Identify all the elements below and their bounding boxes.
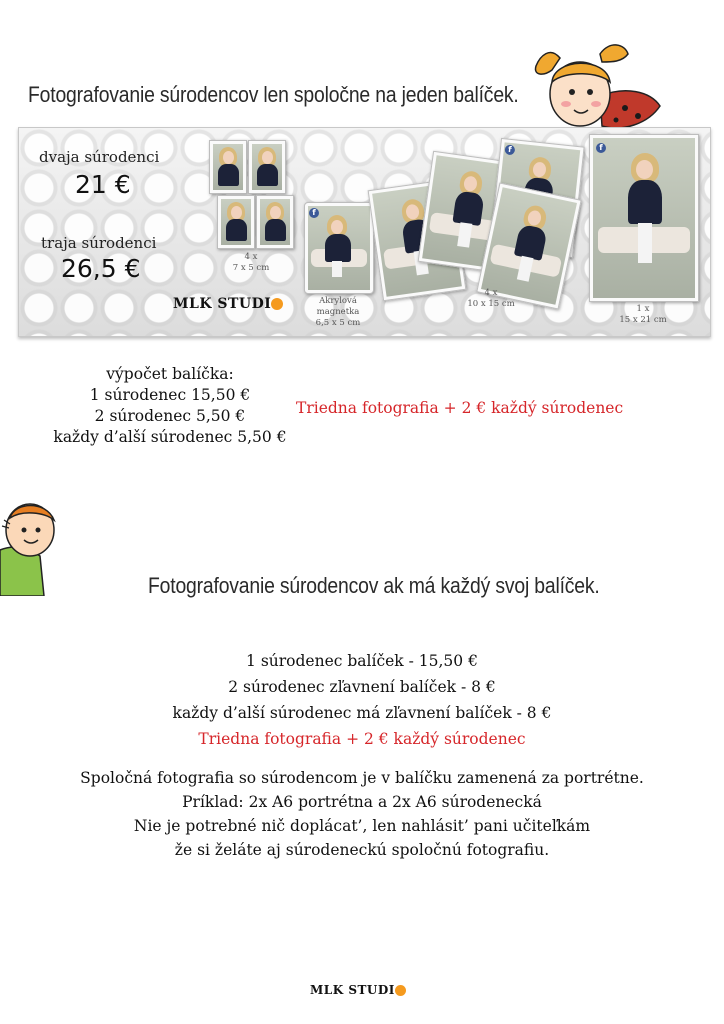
individual-line-3: každy d’alší súrodenec má zľavnení balíček - 8 € <box>172 704 552 722</box>
calculation-heading: výpočet balíčka: <box>106 365 234 383</box>
calculation-line-1: 1 súrodenec 15,50 € <box>89 386 251 404</box>
magnet-caption-line2: magnetka <box>316 307 360 317</box>
small-photos-caption <box>215 252 287 274</box>
small-photos-count: 4 x <box>244 252 258 262</box>
small-photo-3 <box>217 195 255 249</box>
explanation-line-4: že si želáte aj súrodeneckú spoločnú fotografiu. <box>174 841 550 859</box>
class-photo-note-2: Triedna fotografia + 2 € každý súrodenec <box>198 730 526 748</box>
boy-cartoon-illustration <box>0 500 62 596</box>
mid-photos-size: 10 x 15 cm <box>467 299 515 309</box>
individual-line-2: 2 súrodenec zľavnení balíček - 8 € <box>228 678 496 696</box>
magnet-caption-size: 6,5 x 5 cm <box>315 318 361 328</box>
girl-cartoon-illustration <box>530 36 665 136</box>
large-photo <box>589 134 699 302</box>
logo-orange-o-icon <box>271 298 283 310</box>
magnet-caption <box>301 296 375 329</box>
individual-line-1: 1 súrodenec balíček - 15,50 € <box>246 652 478 670</box>
small-photos-size: 7 x 5 cm <box>232 263 270 273</box>
joint-photo-explanation <box>0 766 724 862</box>
banner-logo-text: MLK STUDI <box>173 296 272 312</box>
section2-title: Fotografovanie súrodencov ak má každý svoj balíček. <box>148 573 600 598</box>
two-siblings-price: 21 € <box>75 170 131 199</box>
three-siblings-label: traja súrodenci <box>41 234 157 252</box>
explanation-line-2: Príklad: 2x A6 portrétna a 2x A6 súrodenecká <box>182 793 542 811</box>
footer-logo-text: MLK STUDI <box>310 983 395 997</box>
explanation-line-3: Nie je potrebné nič doplácat’, len nahlásit’ pani učiteľkám <box>133 817 591 835</box>
acrylic-magnet-photo <box>304 202 374 294</box>
small-photo-1 <box>209 140 247 194</box>
calculation-line-2: 2 súrodenec 5,50 € <box>94 407 246 425</box>
three-siblings-price: 26,5 € <box>61 254 141 283</box>
two-siblings-label: dvaja súrodenci <box>39 148 160 166</box>
facebook-icon: f <box>309 208 319 218</box>
mid-photos-count: 4 x <box>484 288 498 298</box>
section1-title: Fotografovanie súrodencov len spoločne na jeden balíček. <box>28 82 519 107</box>
facebook-icon: f <box>504 144 515 155</box>
large-photo-count: 1 x <box>636 304 650 314</box>
large-photo-size: 15 x 21 cm <box>619 315 667 325</box>
class-photo-note-1: Triedna fotografia + 2 € každý súrodenec <box>296 399 624 417</box>
explanation-line-1: Spoločná fotografia so súrodencom je v balíčku zamenená za portrétne. <box>80 769 644 787</box>
magnet-caption-line1: Akrylová <box>319 296 357 306</box>
package-calculation <box>22 364 318 448</box>
footer-logo <box>310 983 406 997</box>
calculation-line-3: každy d’alší súrodenec 5,50 € <box>53 428 287 446</box>
banner-logo <box>173 296 283 312</box>
individual-package-pricing <box>0 648 724 752</box>
facebook-icon: f <box>596 143 606 153</box>
small-photo-2 <box>248 140 286 194</box>
large-photo-caption <box>601 304 685 326</box>
small-photo-4 <box>256 195 294 249</box>
package-banner <box>18 127 711 337</box>
logo-orange-o-icon <box>395 985 406 996</box>
mid-photos-caption <box>449 288 533 310</box>
